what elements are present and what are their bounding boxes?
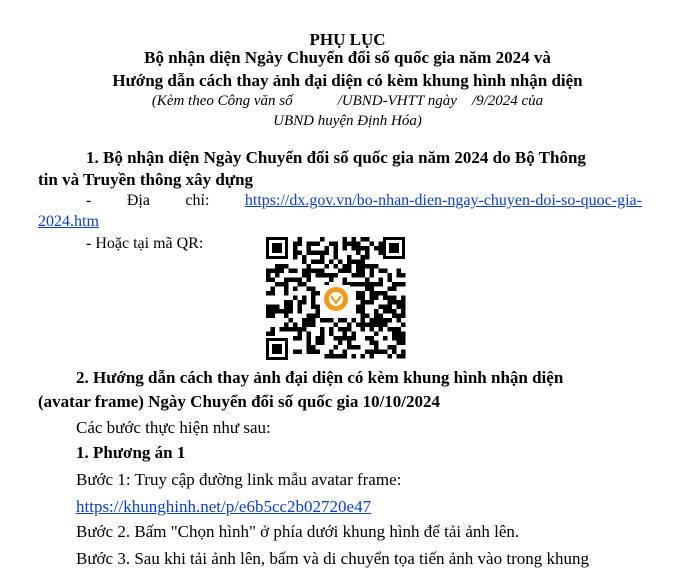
address-link-part1[interactable]: https://dx.gov.vn/bo-nhan-dien-ngay-chuyen-doi-so-quoc-gia- [244, 192, 642, 209]
address-line [86, 192, 642, 210]
appendix-subtitle-line1: Bộ nhận diện Ngày Chuyển đổi số quốc gia năm 2024 và [144, 48, 551, 67]
section2-heading-text: 2. Hướng dẫn cách thay ảnh đại diện có kèm khung hình nhận diện [76, 368, 564, 387]
step1-text: Bước 1: Truy cập đường link mẫu avatar frame: [76, 470, 402, 489]
section1-heading-line2: tin và Truyền thông xây dựng [38, 170, 254, 189]
address-dash: - [86, 192, 92, 209]
appendix-title: PHỤ LỤC [309, 30, 386, 49]
section2-heading-line1 [76, 368, 642, 388]
address-colon: chỉ: [185, 192, 210, 209]
section2-heading-line2: (avatar frame) Ngày Chuyển đổi số quốc gia 10/10/2024 [38, 392, 441, 411]
section1-heading-line1: 1. Bộ nhận diện Ngày Chuyển đổi số quốc gia năm 2024 do Bộ Thông [86, 148, 586, 167]
qr-label: - Hoặc tại mã QR: [86, 235, 204, 252]
steps-intro: Các bước thực hiện như sau: [76, 418, 271, 437]
step1-link-line [76, 497, 371, 517]
address-link-part2[interactable]: 2024.htm [38, 213, 99, 230]
step3-text-partial: Bước 3. Sau khi tải ảnh lên, bấm và di chuyển tọa tiến ảnh vào trong khung [76, 549, 589, 568]
avatar-frame-link[interactable]: https://khunghinh.net/p/e6b5cc2b02720e47 [76, 497, 372, 516]
appendix-note-line2: UBND huyện Định Hóa) [273, 113, 422, 129]
address-line2 [38, 213, 99, 231]
step2-text: Bước 2. Bấm "Chọn hình" ở phía dưới khung hình để tải ảnh lên. [76, 522, 520, 541]
option1-title: 1. Phương án 1 [76, 443, 186, 462]
address-word: Địa [126, 192, 150, 209]
appendix-subtitle-line2: Hướng dẫn cách thay ảnh đại diện có kèm khung hình nhận diện [112, 71, 583, 90]
qr-code-icon [264, 235, 407, 362]
appendix-note-line1: (Kèm theo Công văn số /UBND-VHTT ngày /9/2024 của [151, 93, 544, 109]
